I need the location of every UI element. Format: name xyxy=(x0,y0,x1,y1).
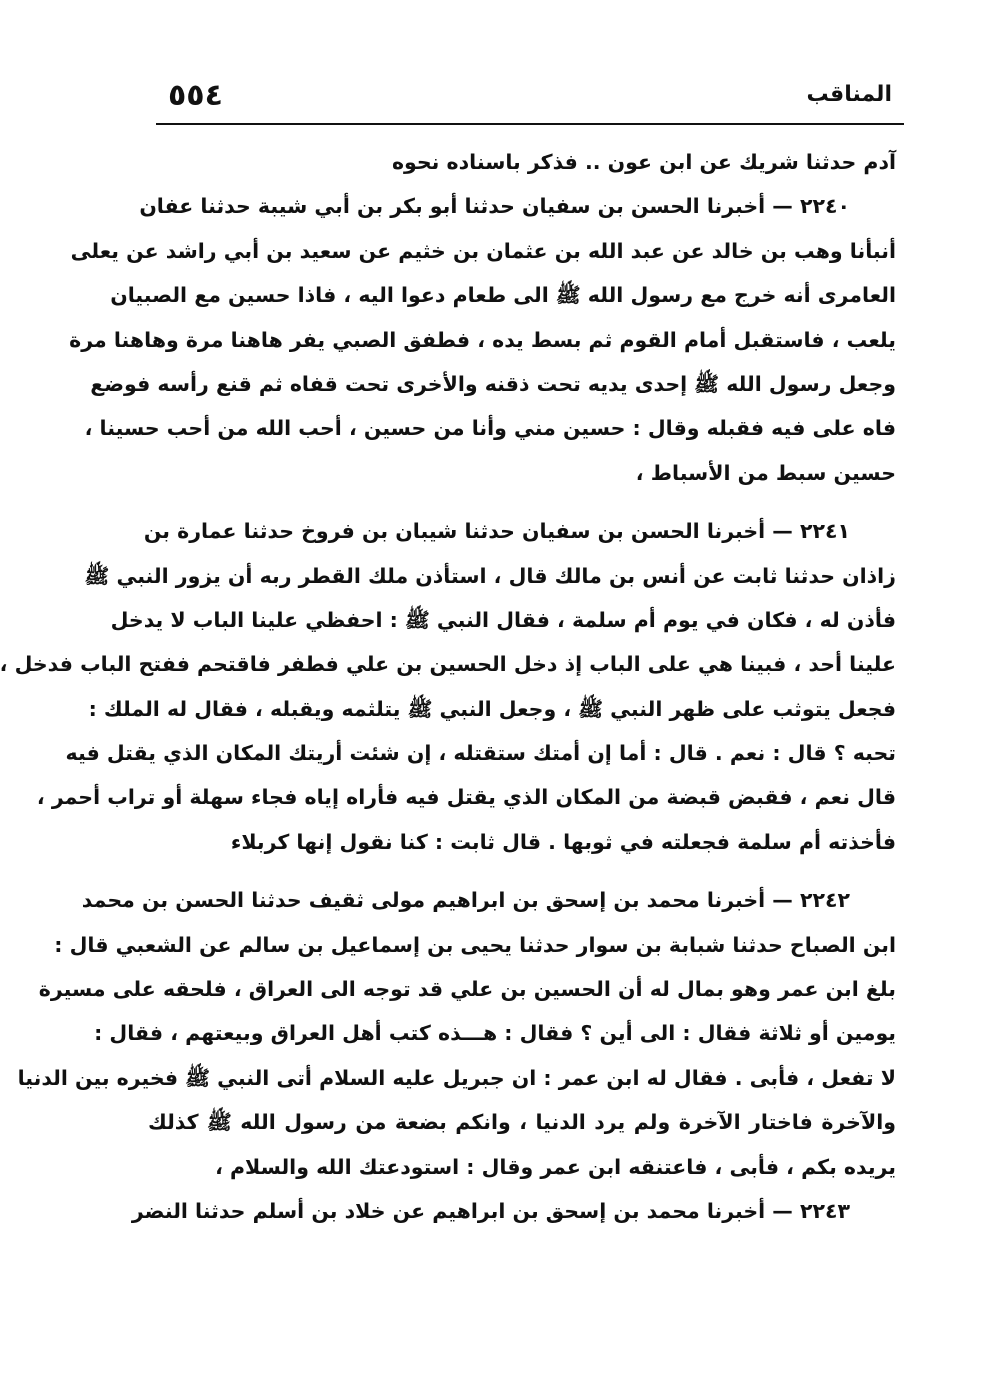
text-line: تحبه ؟ قال : نعم . قال : أما إن أمتك ستقتله ، إن شئت أريتك المكان الذي يقتل فيه xyxy=(65,741,896,766)
text-line: يلعب ، فاستقبل أمام القوم ثم بسط يده ، فطفق الصبي يفر هاهنا مرة وهاهنا مرة xyxy=(69,327,896,352)
text-line: وجعل رسول الله ﷺ إحدى يديه تحت ذقنه والأخرى تحت قفاه ثم قنع رأسه فوضع xyxy=(90,371,896,396)
hadith-number-line: ٢٢٤٢ — أخبرنا محمد بن إسحق بن ابراهيم مولى ثقيف حدثنا الحسن بن محمد xyxy=(81,888,850,913)
hadith-number-line: ٢٢٤٠ — أخبرنا الحسن بن سفيان حدثنا أبو بكر بن أبي شيبة حدثنا عفان xyxy=(139,194,850,219)
text-line: علينا أحد ، فبينا هي على الباب إذ دخل الحسين بن علي فطفر فاقتحم ففتح الباب فدخل ، xyxy=(0,652,896,677)
text-line: يريده بكم ، فأبى ، فاعتنقه ابن عمر وقال : استودعتك الله والسلام ، xyxy=(215,1154,896,1179)
text-line: والآخرة فاختار الآخرة ولم يرد الدنيا ، وانكم بضعة من رسول الله ﷺ كذلك xyxy=(148,1110,896,1135)
text-line: لا تفعل ، فأبى . فقال له ابن عمر : ان جبريل عليه السلام أتى النبي ﷺ فخيره بين الدنيا xyxy=(17,1065,896,1090)
text-line: حسين سبط من الأسباط ، xyxy=(635,460,896,485)
text-line: العامرى أنه خرج مع رسول الله ﷺ الى طعام دعوا اليه ، فاذا حسين مع الصبيان xyxy=(110,283,896,308)
header-rule xyxy=(156,123,904,125)
hadith-number-line: ٢٢٤١ — أخبرنا الحسن بن سفيان حدثنا شيبان بن فروخ حدثنا عمارة بن xyxy=(143,519,850,544)
text-line: فاه على فيه فقبله وقال : حسين مني وأنا من حسين ، أحب الله من أحب حسينا ، xyxy=(84,416,896,441)
section-title: المناقب xyxy=(806,82,892,107)
paragraph-gap xyxy=(148,495,896,509)
paragraph-gap xyxy=(148,864,896,878)
text-line: بلغ ابن عمر وهو بمال له أن الحسين بن علي قد توجه الى العراق ، فلحقه على مسيرة xyxy=(38,977,896,1002)
text-line: زاذان حدثنا ثابت عن أنس بن مالك قال ، استأذن ملك القطر ربه أن يزور النبي ﷺ xyxy=(84,563,896,588)
running-head xyxy=(156,76,904,120)
hadith-number-line: ٢٢٤٣ — أخبرنا محمد بن إسحق بن ابراهيم عن خلاد بن أسلم حدثنا النضر xyxy=(131,1198,850,1223)
text-line: ابن الصباح حدثنا شبابة بن سوار حدثنا يحيى بن إسماعيل بن سالم عن الشعبي قال : xyxy=(54,932,896,957)
text-line: قال نعم ، فقبض قبضة من المكان الذي يقتل فيه فأراه إياه فجاء سهلة أو تراب أحمر ، xyxy=(36,785,896,810)
page-number: ٥٥٤ xyxy=(168,78,223,113)
body-text xyxy=(0,140,896,1233)
text-line: أنبأنا وهب بن خالد عن عبد الله بن عثمان بن خثيم عن سعيد بن أبي راشد عن يعلى xyxy=(70,238,896,263)
text-line: فأخذته أم سلمة فجعلته في ثوبها . قال ثابت : كنا نقول إنها كربلاء xyxy=(230,829,896,854)
text-line: فأذن له ، فكان في يوم أم سلمة ، فقال النبي ﷺ : احفظي علينا الباب لا يدخل xyxy=(110,607,896,632)
text-line: فجعل يتوثب على ظهر النبي ﷺ ، وجعل النبي ﷺ يتلثمه ويقبله ، فقال له الملك : xyxy=(88,696,896,721)
text-line: يومين أو ثلاثة فقال : الى أين ؟ فقال : هـــذه كتب أهل العراق وبيعتهم ، فقال : xyxy=(94,1021,896,1046)
text-line: آدم حدثنا شريك عن ابن عون .. فذكر باسناده نحوه xyxy=(391,150,896,174)
